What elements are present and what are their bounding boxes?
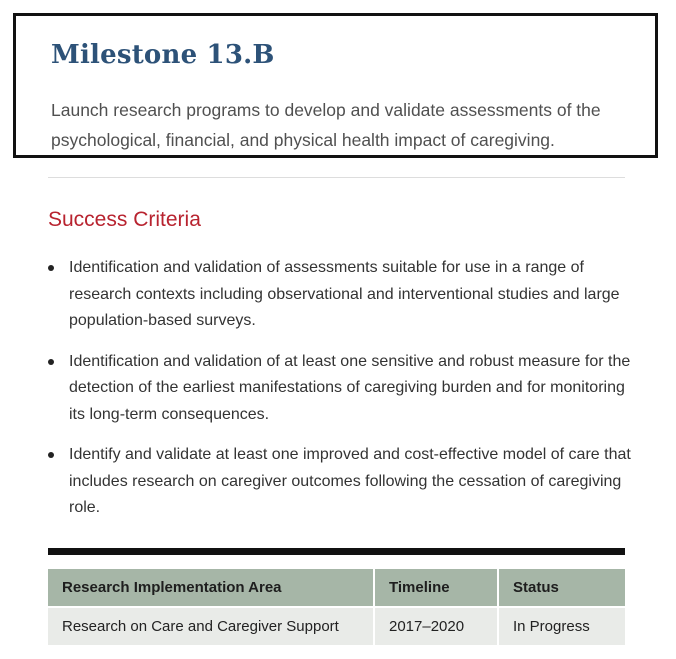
section-divider xyxy=(48,177,625,178)
cell-area: Research on Care and Caregiver Support xyxy=(48,607,374,645)
success-criteria-heading: Success Criteria xyxy=(48,208,201,231)
success-criteria-list xyxy=(48,255,638,536)
cell-timeline: 2017–2020 xyxy=(374,607,498,645)
column-header-status: Status xyxy=(498,569,625,607)
table-top-rule xyxy=(48,548,625,555)
milestone-box xyxy=(13,13,658,158)
bullet-icon xyxy=(48,359,54,365)
cell-status: In Progress xyxy=(498,607,625,645)
milestone-description: Launch research programs to develop and validate assessments of the psychological, financial, and physical health impact of caregiving. xyxy=(51,100,601,150)
table-header-row xyxy=(48,569,625,607)
criteria-text: Identification and validation of at least one sensitive and robust measure for the detection of the earliest manifestations of caregiving burden and for monitoring its long-term consequences. xyxy=(69,352,631,423)
criteria-text: Identify and validate at least one improved and cost-effective model of care that includes research on caregiver outcomes following the cessation of caregiving role. xyxy=(69,446,631,516)
criteria-text: Identification and validation of assessments suitable for use in a range of research contexts including observational and interventional studies and large population-based surveys. xyxy=(69,259,620,329)
criteria-item xyxy=(48,349,638,429)
implementation-table xyxy=(48,569,625,645)
milestone-title: Milestone 13.B xyxy=(51,40,275,70)
criteria-item xyxy=(48,255,638,335)
table-row xyxy=(48,607,625,645)
criteria-item xyxy=(48,442,638,522)
column-header-area: Research Implementation Area xyxy=(48,569,374,607)
bullet-icon xyxy=(48,452,54,458)
column-header-timeline: Timeline xyxy=(374,569,498,607)
bullet-icon xyxy=(48,265,54,271)
